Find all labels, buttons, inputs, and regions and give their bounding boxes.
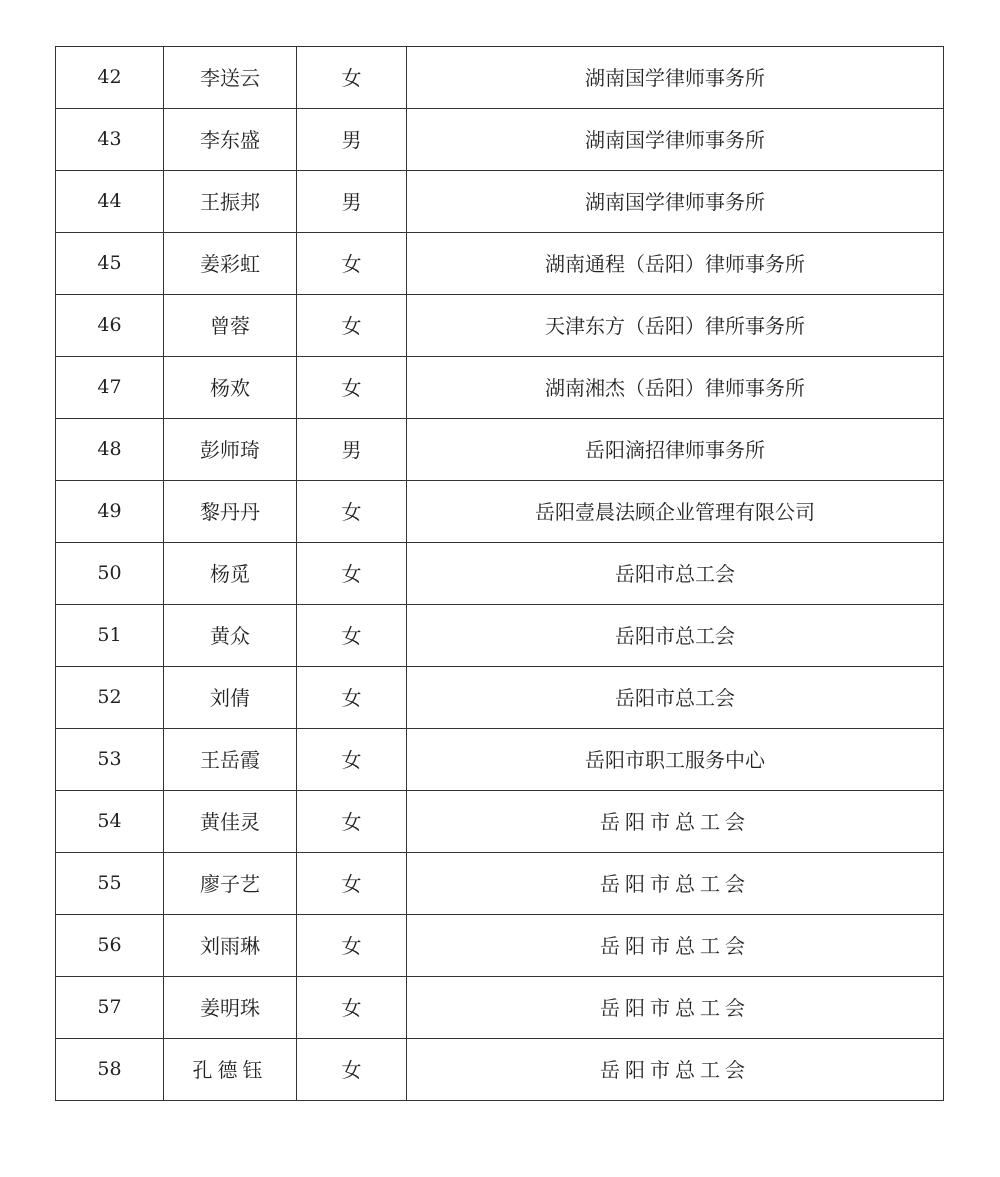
row-number: 52 — [56, 667, 164, 729]
row-number: 54 — [56, 791, 164, 853]
organization: 岳阳市总工会 — [407, 543, 944, 605]
row-number: 42 — [56, 47, 164, 109]
organization: 岳阳市总工会 — [407, 977, 944, 1039]
table-row — [56, 233, 944, 295]
gender: 女 — [297, 667, 407, 729]
gender: 女 — [297, 543, 407, 605]
person-name: 姜明珠 — [164, 977, 297, 1039]
gender: 女 — [297, 915, 407, 977]
row-number: 50 — [56, 543, 164, 605]
row-number: 51 — [56, 605, 164, 667]
person-name: 王岳霞 — [164, 729, 297, 791]
table-row — [56, 109, 944, 171]
row-number: 57 — [56, 977, 164, 1039]
gender: 女 — [297, 853, 407, 915]
table-row — [56, 481, 944, 543]
organization: 岳阳市总工会 — [407, 605, 944, 667]
organization: 天津东方（岳阳）律所事务所 — [407, 295, 944, 357]
table-row — [56, 915, 944, 977]
table-row — [56, 977, 944, 1039]
person-name: 刘雨琳 — [164, 915, 297, 977]
table-row — [56, 47, 944, 109]
person-name: 王振邦 — [164, 171, 297, 233]
table-row — [56, 419, 944, 481]
organization: 岳阳市职工服务中心 — [407, 729, 944, 791]
gender: 男 — [297, 171, 407, 233]
table-row — [56, 543, 944, 605]
row-number: 56 — [56, 915, 164, 977]
gender: 女 — [297, 791, 407, 853]
organization: 岳阳市总工会 — [407, 915, 944, 977]
row-number: 48 — [56, 419, 164, 481]
person-name: 刘倩 — [164, 667, 297, 729]
person-name: 杨欢 — [164, 357, 297, 419]
organization: 岳阳滴招律师事务所 — [407, 419, 944, 481]
person-name: 李送云 — [164, 47, 297, 109]
row-number: 49 — [56, 481, 164, 543]
row-number: 55 — [56, 853, 164, 915]
organization: 湖南湘杰（岳阳）律师事务所 — [407, 357, 944, 419]
table-row — [56, 171, 944, 233]
organization: 湖南国学律师事务所 — [407, 47, 944, 109]
organization: 岳阳市总工会 — [407, 667, 944, 729]
person-name: 黄众 — [164, 605, 297, 667]
table-row — [56, 357, 944, 419]
row-number: 46 — [56, 295, 164, 357]
table-row — [56, 853, 944, 915]
gender: 男 — [297, 419, 407, 481]
gender: 男 — [297, 109, 407, 171]
row-number: 47 — [56, 357, 164, 419]
table-row — [56, 605, 944, 667]
gender: 女 — [297, 233, 407, 295]
table-row — [56, 1039, 944, 1101]
person-name: 曾蓉 — [164, 295, 297, 357]
gender: 女 — [297, 977, 407, 1039]
gender: 女 — [297, 605, 407, 667]
gender: 女 — [297, 47, 407, 109]
row-number: 58 — [56, 1039, 164, 1101]
table-row — [56, 729, 944, 791]
person-name: 彭师琦 — [164, 419, 297, 481]
organization: 岳阳壹晨法顾企业管理有限公司 — [407, 481, 944, 543]
person-name: 廖子艺 — [164, 853, 297, 915]
row-number: 53 — [56, 729, 164, 791]
table-row — [56, 791, 944, 853]
table-row — [56, 295, 944, 357]
row-number: 44 — [56, 171, 164, 233]
organization: 岳阳市总工会 — [407, 853, 944, 915]
organization: 岳阳市总工会 — [407, 1039, 944, 1101]
person-name: 黎丹丹 — [164, 481, 297, 543]
organization: 岳阳市总工会 — [407, 791, 944, 853]
organization: 湖南国学律师事务所 — [407, 171, 944, 233]
person-name: 李东盛 — [164, 109, 297, 171]
person-name: 黄佳灵 — [164, 791, 297, 853]
gender: 女 — [297, 1039, 407, 1101]
gender: 女 — [297, 357, 407, 419]
gender: 女 — [297, 295, 407, 357]
organization: 湖南国学律师事务所 — [407, 109, 944, 171]
person-name: 孔德钰 — [164, 1039, 297, 1101]
organization: 湖南通程（岳阳）律师事务所 — [407, 233, 944, 295]
row-number: 43 — [56, 109, 164, 171]
person-name: 杨觅 — [164, 543, 297, 605]
person-name: 姜彩虹 — [164, 233, 297, 295]
roster-table — [55, 46, 944, 1101]
gender: 女 — [297, 729, 407, 791]
gender: 女 — [297, 481, 407, 543]
table-row — [56, 667, 944, 729]
row-number: 45 — [56, 233, 164, 295]
